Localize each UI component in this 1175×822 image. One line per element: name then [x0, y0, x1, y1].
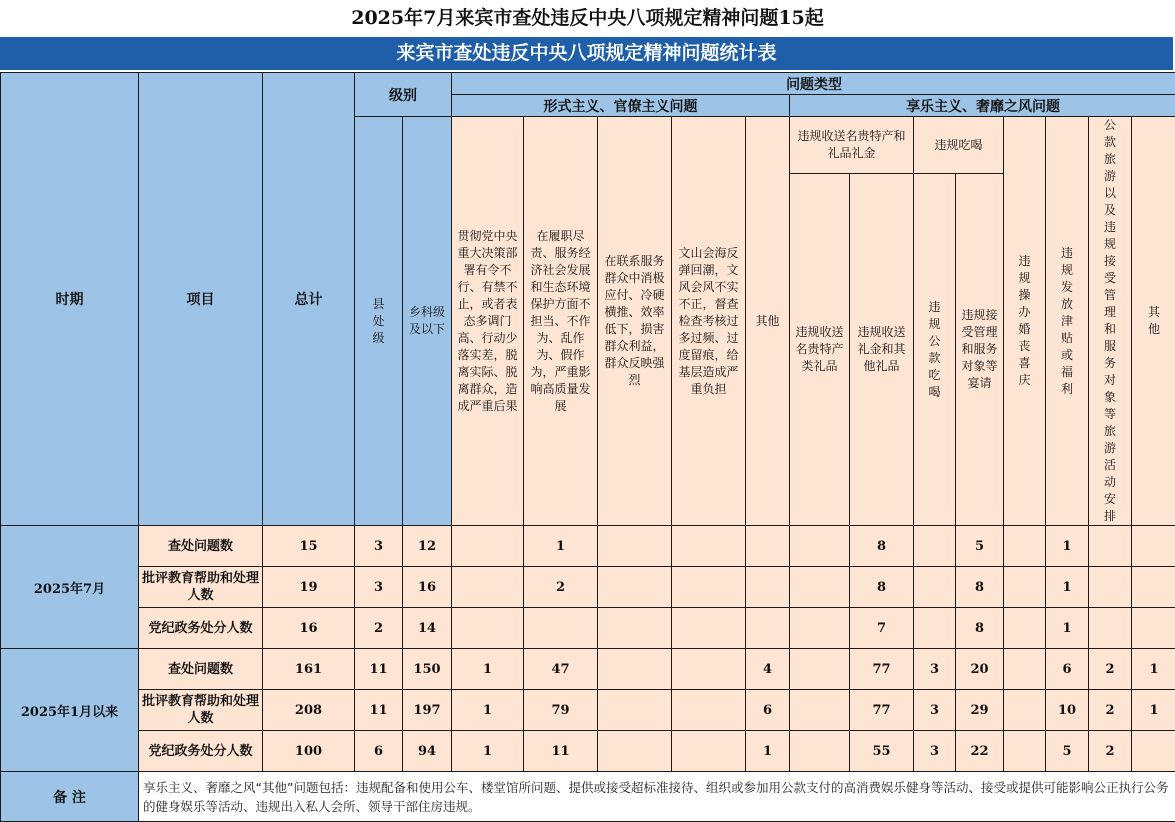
header-public-dining: 违规公款吃喝	[914, 174, 956, 526]
cell-h4: 29	[956, 690, 1004, 731]
cell-h-other: 1	[1132, 690, 1175, 731]
cell-f4	[672, 567, 746, 608]
cell-total: 208	[263, 690, 355, 731]
table-row	[1, 731, 1175, 772]
header-county-level: 县处级	[355, 117, 403, 526]
table-row	[1, 526, 1175, 567]
header-formalism-other: 其他	[746, 117, 790, 526]
header-township-level: 乡科级及以下	[403, 117, 452, 526]
cell-h2: 77	[850, 649, 914, 690]
row-item-label: 查处问题数	[139, 526, 263, 567]
note-row	[1, 772, 1175, 822]
header-hedonism: 享乐主义、奢靡之风问题	[790, 95, 1175, 117]
row-item-label: 查处问题数	[139, 649, 263, 690]
cell-county: 6	[355, 731, 403, 772]
note-label: 备 注	[1, 772, 139, 822]
table-row	[1, 649, 1175, 690]
cell-f3	[598, 649, 672, 690]
cell-f4	[672, 731, 746, 772]
header-specialty-gifts: 违规收送名贵特产类礼品	[790, 174, 850, 526]
cell-f1: 1	[452, 649, 524, 690]
cell-f-other	[746, 526, 790, 567]
header-public-travel: 公款旅游以及违规接受管理和服务对象等旅游活动安排	[1089, 117, 1132, 526]
cell-f1	[452, 567, 524, 608]
cell-h1	[790, 731, 850, 772]
cell-f4	[672, 649, 746, 690]
table-row	[1, 567, 1175, 608]
cell-township: 94	[403, 731, 452, 772]
cell-h-other	[1132, 526, 1175, 567]
cell-f-other: 6	[746, 690, 790, 731]
row-item-label: 批评教育帮助和处理人数	[139, 690, 263, 731]
table-row	[1, 608, 1175, 649]
cell-h4: 8	[956, 567, 1004, 608]
cell-f4	[672, 608, 746, 649]
cell-h5	[1004, 608, 1046, 649]
cell-h1	[790, 526, 850, 567]
cell-county: 11	[355, 649, 403, 690]
cell-h2: 8	[850, 526, 914, 567]
header-level: 级别	[355, 73, 452, 117]
cell-h6: 10	[1046, 690, 1089, 731]
cell-f-other	[746, 567, 790, 608]
cell-h-other	[1132, 567, 1175, 608]
cell-h3	[914, 526, 956, 567]
header-allowances: 违规发放津贴或福利	[1046, 117, 1089, 526]
cell-h4: 8	[956, 608, 1004, 649]
cell-f2: 2	[524, 567, 598, 608]
cell-h6: 1	[1046, 608, 1089, 649]
header-formalism-decision: 贯彻党中央重大决策部署有令不行、有禁不止，或者表态多调门高、行动少落实差，脱离实际、脱离群众，造成严重后果	[452, 117, 524, 526]
cell-township: 16	[403, 567, 452, 608]
cell-h1	[790, 690, 850, 731]
cell-h5	[1004, 731, 1046, 772]
header-dining-group: 违规吃喝	[914, 117, 1004, 174]
header-cash-gifts: 违规收送礼金和其他礼品	[850, 174, 914, 526]
cell-h5	[1004, 526, 1046, 567]
cell-h5	[1004, 567, 1046, 608]
cell-h3	[914, 567, 956, 608]
cell-h1	[790, 649, 850, 690]
cell-h3: 3	[914, 731, 956, 772]
row-item-label: 党纪政务处分人数	[139, 608, 263, 649]
header-formalism-meetings: 文山会海反弹回潮，文风会风不实不正，督查检查考核过多过频、过度留痕，给基层造成严重负担	[672, 117, 746, 526]
table-title-banner: 来宾市查处违反中央八项规定精神问题统计表	[0, 37, 1173, 70]
header-total: 总计	[263, 73, 355, 526]
cell-f3	[598, 567, 672, 608]
header-item: 项目	[139, 73, 263, 526]
cell-h7	[1089, 608, 1132, 649]
cell-h3: 3	[914, 690, 956, 731]
cell-h6: 5	[1046, 731, 1089, 772]
cell-h2: 8	[850, 567, 914, 608]
header-formalism-service: 在联系服务群众中消极应付、冷硬横推、效率低下，损害群众利益，群众反映强烈	[598, 117, 672, 526]
cell-f3	[598, 526, 672, 567]
cell-total: 15	[263, 526, 355, 567]
cell-h6: 1	[1046, 567, 1089, 608]
header-weddings-funerals: 违规操办婚丧喜庆	[1004, 117, 1046, 526]
cell-h7	[1089, 526, 1132, 567]
cell-h7: 2	[1089, 690, 1132, 731]
cell-h7: 2	[1089, 731, 1132, 772]
cell-f4	[672, 690, 746, 731]
cell-f3	[598, 608, 672, 649]
cell-county: 11	[355, 690, 403, 731]
cell-h6: 6	[1046, 649, 1089, 690]
cell-township: 12	[403, 526, 452, 567]
cell-total: 161	[263, 649, 355, 690]
cell-h5	[1004, 690, 1046, 731]
table-row	[1, 690, 1175, 731]
cell-f3	[598, 690, 672, 731]
cell-township: 150	[403, 649, 452, 690]
cell-f2: 47	[524, 649, 598, 690]
cell-f1	[452, 526, 524, 567]
cell-h2: 77	[850, 690, 914, 731]
header-accept-banquets: 违规接受管理和服务对象等宴请	[956, 174, 1004, 526]
cell-h7: 2	[1089, 649, 1132, 690]
cell-h4: 20	[956, 649, 1004, 690]
cell-total: 19	[263, 567, 355, 608]
cell-h1	[790, 608, 850, 649]
header-gift-group: 违规收送名贵特产和礼品礼金	[790, 117, 914, 174]
cell-h-other	[1132, 731, 1175, 772]
cell-h-other: 1	[1132, 649, 1175, 690]
cell-f2	[524, 608, 598, 649]
statistics-table	[0, 72, 1175, 822]
header-period: 时期	[1, 73, 139, 526]
header-formalism-duty: 在履职尽责、服务经济社会发展和生态环境保护方面不担当、不作为、乱作为、假作为，严重影响高质量发展	[524, 117, 598, 526]
header-formalism: 形式主义、官僚主义问题	[452, 95, 790, 117]
cell-f1	[452, 608, 524, 649]
note-text: 享乐主义、奢靡之风“其他”问题包括：违规配备和使用公车、楼堂馆所问题、提供或接受超标准接待、组织或参加用公款支付的高消费娱乐健身等活动、接受或提供可能影响公正执行公务的健身娱乐等活动、违规出入私人会所、领导干部住房违规。	[139, 772, 1175, 822]
cell-county: 3	[355, 526, 403, 567]
document-title: 2025年7月来宾市查处违反中央八项规定精神问题15起	[0, 0, 1175, 36]
cell-h3: 3	[914, 649, 956, 690]
cell-h7	[1089, 567, 1132, 608]
cell-f2: 79	[524, 690, 598, 731]
cell-total: 100	[263, 731, 355, 772]
cell-f-other: 4	[746, 649, 790, 690]
cell-township: 197	[403, 690, 452, 731]
cell-f-other: 1	[746, 731, 790, 772]
header-problem-type: 问题类型	[452, 73, 1175, 95]
cell-county: 3	[355, 567, 403, 608]
row-item-label: 党纪政务处分人数	[139, 731, 263, 772]
header-hedonism-other: 其他	[1132, 117, 1175, 526]
cell-county: 2	[355, 608, 403, 649]
period-label: 2025年1月以来	[1, 649, 139, 772]
cell-f1: 1	[452, 731, 524, 772]
cell-f-other	[746, 608, 790, 649]
cell-f1: 1	[452, 690, 524, 731]
cell-h4: 5	[956, 526, 1004, 567]
cell-h5	[1004, 649, 1046, 690]
cell-h6: 1	[1046, 526, 1089, 567]
cell-total: 16	[263, 608, 355, 649]
cell-h-other	[1132, 608, 1175, 649]
cell-f2: 11	[524, 731, 598, 772]
cell-f2: 1	[524, 526, 598, 567]
cell-township: 14	[403, 608, 452, 649]
cell-h1	[790, 567, 850, 608]
cell-h2: 55	[850, 731, 914, 772]
row-item-label: 批评教育帮助和处理人数	[139, 567, 263, 608]
cell-h3	[914, 608, 956, 649]
cell-h2: 7	[850, 608, 914, 649]
period-label: 2025年7月	[1, 526, 139, 649]
cell-f3	[598, 731, 672, 772]
cell-f4	[672, 526, 746, 567]
cell-h4: 22	[956, 731, 1004, 772]
